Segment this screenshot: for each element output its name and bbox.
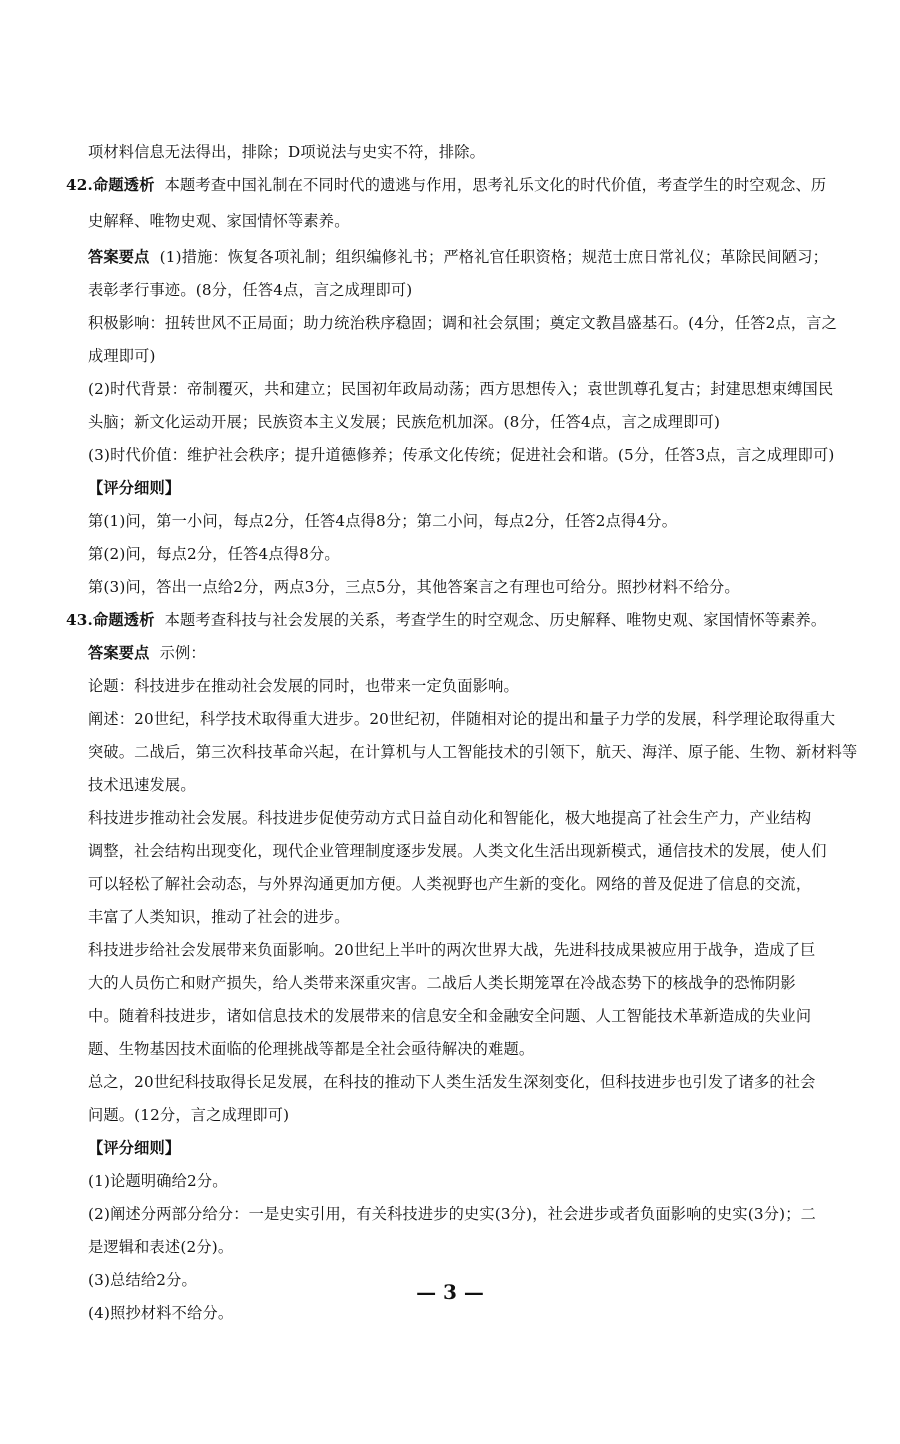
q43-answer-example: 示例： xyxy=(159,644,206,662)
q43-answer-label: 答案要点 xyxy=(88,644,150,662)
q42-rubric-2: 第(2)问，每点2分，任答4点得8分。 xyxy=(88,545,340,563)
q42-answer-line-1 xyxy=(66,247,830,268)
q42-intent-text-1: 本题考查中国礼制在不同时代的遗逃与作用，思考礼乐文化的时代价值，考查学生的时空观念、历 xyxy=(164,176,827,194)
q42-intent-label: 命题透析 xyxy=(93,176,155,194)
q43-rubric-2-line-2: 是逻辑和表述(2分)。 xyxy=(88,1238,234,1256)
q43-p3-line-2: 大的人员伤亡和财产损失，给人类带来深重灾害。二战后人类长期笼罩在冷战态势下的核战争的恐怖阴影 xyxy=(88,974,796,992)
q42-answer-label: 答案要点 xyxy=(88,248,150,266)
q42-rubric-label: 【评分细则】 xyxy=(88,479,181,497)
q43-rubric-2-line-1: (2)阐述分两部分给分：一是史实引用，有关科技进步的史实(3分)，社会进步或者负面影响的史实(3分)；二 xyxy=(88,1205,817,1223)
q43-p3-line-4: 题、生物基因技术面临的伦理挑战等都是全社会亟待解决的难题。 xyxy=(88,1040,535,1058)
q43-intent-label: 命题透析 xyxy=(93,611,155,629)
q43-thesis: 论题：科技进步在推动社会发展的同时，也带来一定负面影响。 xyxy=(88,677,519,695)
q43-p1-line-2: 突破。二战后，第三次科技革命兴起，在计算机与人工智能技术的引领下，航天、海洋、原子能、生物、新材料等 xyxy=(88,743,858,761)
q43-intent-text-1: 本题考查科技与社会发展的关系，考查学生的时空观念、历史解释、唯物史观、家国情怀等素养。 xyxy=(164,611,827,629)
intro-line: 项材料信息无法得出，排除；D项说法与史实不符，排除。 xyxy=(88,143,486,161)
q42-a1b-line-2: 成理即可) xyxy=(88,347,156,365)
q42-intent-line-1 xyxy=(66,175,830,196)
q42-a1-text-1: (1)措施：恢复各项礼制；组织编修礼书；严格礼官任职资格；规范士庶日常礼仪；革除民间陋习； xyxy=(159,248,829,266)
q42-a3-line-1: (3)时代价值：维护社会秩序；提升道德修养；传承文化传统；促进社会和谐。(5分，任答3点，言之成理即可) xyxy=(88,446,835,464)
page-number: — 3 — xyxy=(416,1280,484,1304)
q42-a2-line-2: 头脑；新文化运动开展；民族资本主义发展；民族危机加深。(8分，任答4点，言之成理即可) xyxy=(88,413,721,431)
q43-rubric-3: (3)总结给2分。 xyxy=(88,1271,197,1289)
q42-rubric-1: 第(1)问，第一小问，每点2分，任答4点得8分；第二小问，每点2分，任答2点得4分。 xyxy=(88,512,678,530)
q43-answer-line xyxy=(66,643,830,664)
q43-intent-line-1 xyxy=(66,610,830,631)
q42-a1-line-2: 表彰孝行事迹。(8分，任答4点，言之成理即可) xyxy=(88,281,413,299)
q43-p2-line-1: 科技进步推动社会发展。科技进步促使劳动方式日益自动化和智能化，极大地提高了社会生产力，产业结构 xyxy=(88,809,812,827)
q43-number: 43. xyxy=(66,611,94,629)
q43-p2-line-3: 可以轻松了解社会动态，与外界沟通更加方便。人类视野也产生新的变化。网络的普及促进了信息的交流， xyxy=(88,875,812,893)
q43-rubric-4: (4)照抄材料不给分。 xyxy=(88,1304,234,1322)
q43-rubric-label: 【评分细则】 xyxy=(88,1139,181,1157)
q42-a2-line-1: (2)时代背景：帝制覆灭，共和建立；民国初年政局动荡；西方思想传入；袁世凯尊孔复古；封建思想束缚国民 xyxy=(88,380,834,398)
q43-p1-line-1: 阐述：20世纪，科学技术取得重大进步。20世纪初，伴随相对论的提出和量子力学的发展，科学理论取得重大 xyxy=(88,710,836,728)
q43-p4-line-2: 问题。(12分，言之成理即可) xyxy=(88,1106,290,1124)
q42-rubric-3: 第(3)问，答出一点给2分，两点3分，三点5分，其他答案言之有理也可给分。照抄材料不给分。 xyxy=(88,578,740,596)
q42-a1b-line-1: 积极影响：扭转世风不正局面；助力统治秩序稳固；调和社会氛围；奠定文教昌盛基石。(4分，任答2点，言之 xyxy=(88,314,838,332)
q43-rubric-1: (1)论题明确给2分。 xyxy=(88,1172,228,1190)
q43-p3-line-1: 科技进步给社会发展带来负面影响。20世纪上半叶的两次世界大战，先进科技成果被应用于战争，造成了巨 xyxy=(88,941,816,959)
q43-p4-line-1: 总之，20世纪科技取得长足发展，在科技的推动下人类生活发生深刻变化，但科技进步也引发了诸多的社会 xyxy=(88,1073,816,1091)
q42-intent-line-2: 史解释、唯物史观、家国情怀等素养。 xyxy=(88,212,350,230)
q43-p2-line-4: 丰富了人类知识，推动了社会的进步。 xyxy=(88,908,350,926)
q43-p3-line-3: 中。随着科技进步，诸如信息技术的发展带来的信息安全和金融安全问题、人工智能技术革新造成的失业问 xyxy=(88,1007,812,1025)
q43-p1-line-3: 技术迅速发展。 xyxy=(88,776,196,794)
q43-p2-line-2: 调整，社会结构出现变化，现代企业管理制度逐步发展。人类文化生活出现新模式，通信技术的发展，使人们 xyxy=(88,842,827,860)
q42-number: 42. xyxy=(66,176,94,194)
